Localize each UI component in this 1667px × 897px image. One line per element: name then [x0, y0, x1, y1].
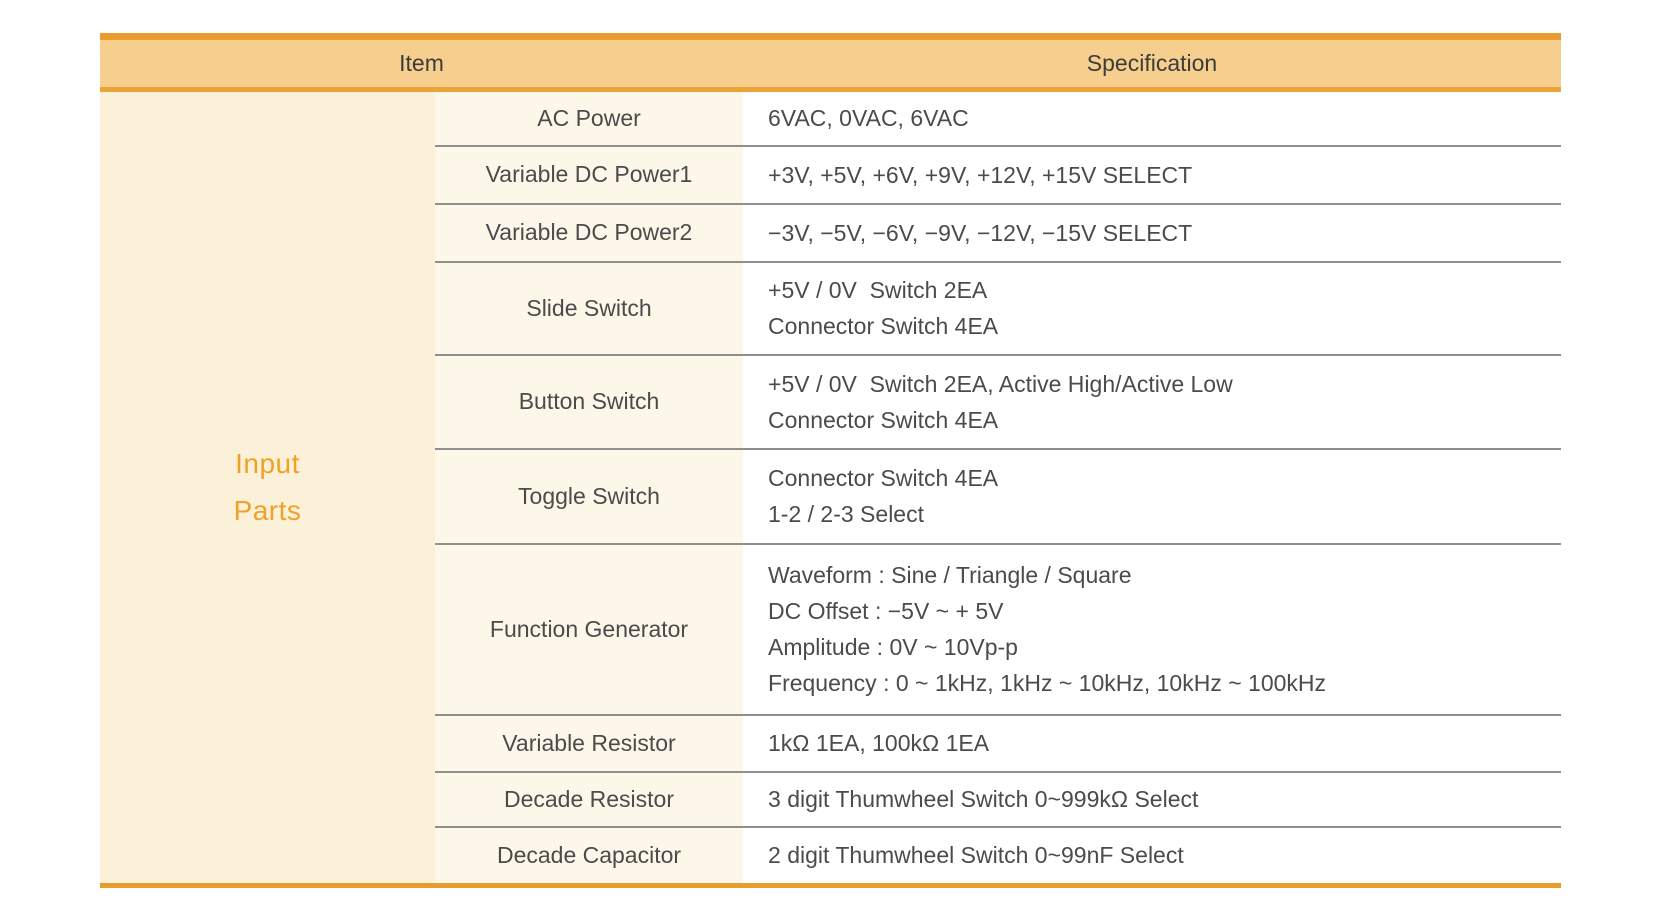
category-label	[100, 440, 435, 534]
category-label-line: Input	[235, 448, 300, 480]
specification-line: +3V, +5V, +6V, +9V, +12V, +15V SELECT	[768, 161, 1193, 188]
specification-line: 6VAC, 0VAC, 6VAC	[768, 105, 969, 132]
specification-line: Waveform : Sine / Triangle / Square	[768, 562, 1132, 588]
table-row	[100, 90, 1561, 146]
item-cell: Toggle Switch	[435, 449, 743, 544]
column-header-specification: Specification	[743, 40, 1561, 90]
item-cell: Slide Switch	[435, 262, 743, 355]
specification-line: Connector Switch 4EA	[768, 465, 999, 491]
specification-line: 1kΩ 1EA, 100kΩ 1EA	[768, 730, 990, 756]
item-cell: Variable DC Power2	[435, 204, 743, 262]
specification-line: DC Offset : −5V ~ + 5V	[768, 598, 1004, 624]
specification-line: 2 digit Thumwheel Switch 0~99nF Select	[768, 842, 1184, 868]
item-cell: AC Power	[435, 90, 743, 146]
specification-cell	[743, 772, 1561, 827]
specification-cell	[743, 544, 1561, 715]
category-label-line: Parts	[233, 495, 302, 527]
item-cell: Button Switch	[435, 355, 743, 449]
specification-line: 1-2 / 2-3 Select	[768, 501, 924, 527]
specification-line: −3V, −5V, −6V, −9V, −12V, −15V SELECT	[768, 219, 1193, 246]
item-cell: Decade Capacitor	[435, 827, 743, 883]
specification-cell	[743, 90, 1561, 146]
specification-cell	[743, 715, 1561, 772]
specification-line: +5V / 0V Switch 2EA, Active High/Active Low	[768, 370, 1233, 397]
specification-line: Amplitude : 0V ~ 10Vp-p	[768, 634, 1018, 660]
category-cell-input-parts	[100, 90, 435, 883]
specification-cell	[743, 449, 1561, 544]
item-cell: Decade Resistor	[435, 772, 743, 827]
specification-line: Connector Switch 4EA	[768, 313, 999, 339]
item-cell: Variable DC Power1	[435, 146, 743, 204]
specification-cell	[743, 146, 1561, 204]
specification-line: 3 digit Thumwheel Switch 0~999kΩ Select	[768, 786, 1199, 812]
item-cell: Variable Resistor	[435, 715, 743, 772]
specification-line: +5V / 0V Switch 2EA	[768, 277, 988, 303]
spec-table	[100, 40, 1561, 883]
specification-cell	[743, 827, 1561, 883]
header-row	[100, 40, 1561, 90]
specification-line: Connector Switch 4EA	[768, 406, 999, 433]
column-header-item: Item	[100, 40, 743, 90]
specification-cell	[743, 204, 1561, 262]
specification-cell	[743, 262, 1561, 355]
specification-cell	[743, 355, 1561, 449]
specification-line: Frequency : 0 ~ 1kHz, 1kHz ~ 10kHz, 10kHz ~ 100kHz	[768, 670, 1327, 696]
spec-table-container	[100, 33, 1561, 888]
item-cell: Function Generator	[435, 544, 743, 715]
